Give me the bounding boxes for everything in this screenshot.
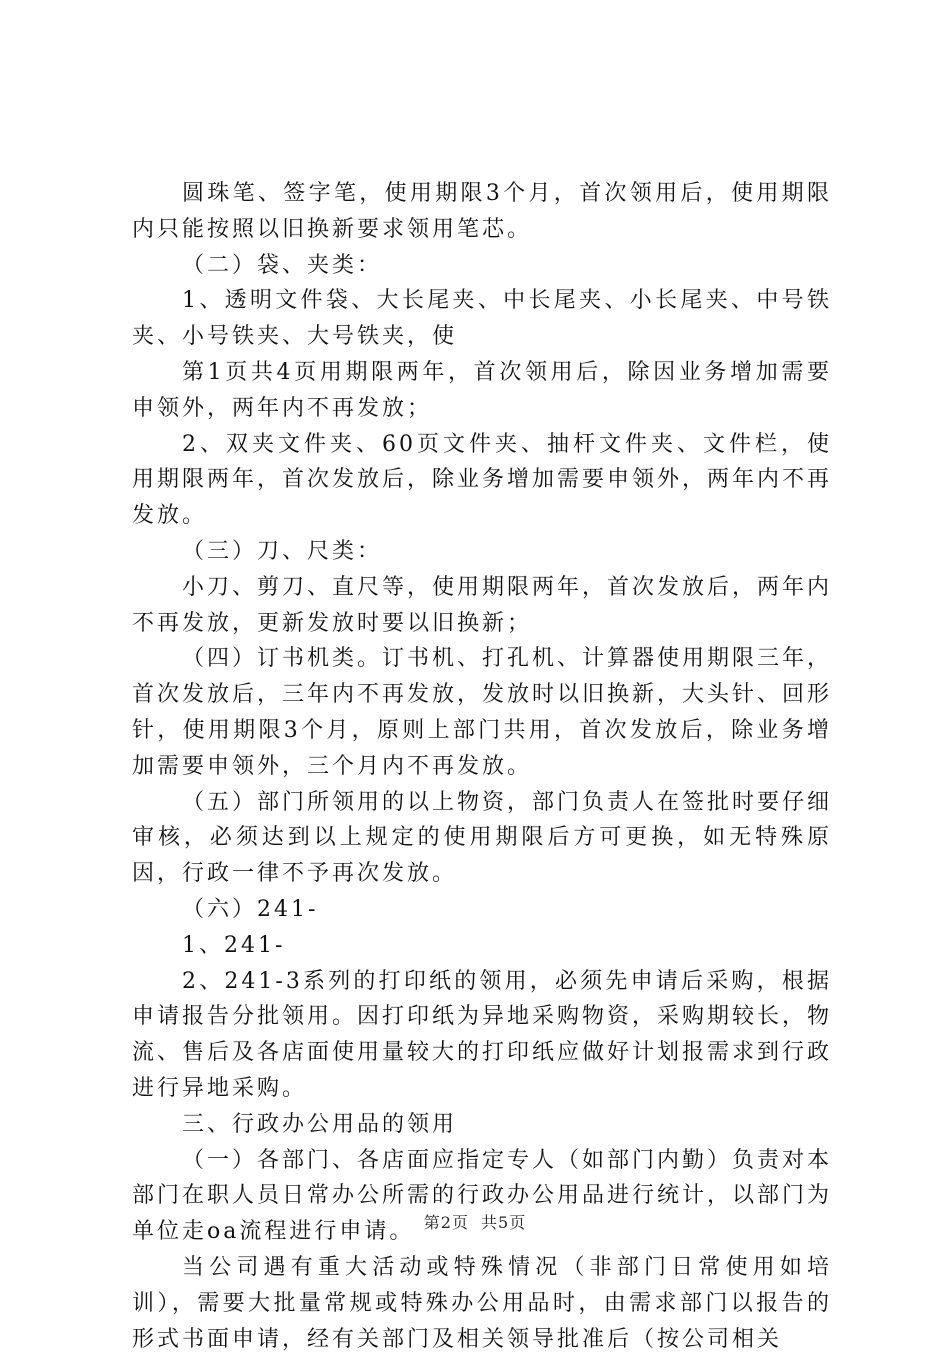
- heading-six: （六）241-: [182, 896, 319, 922]
- page-total: 共5页: [481, 1213, 527, 1232]
- paragraph-department-request: （一）各部门、各店面应指定专人（如部门内勤）负责对本部门在职人员日常办公所需的行政办公用品进行统计，以部门为单位走oa流程进行申请。: [132, 1147, 833, 1245]
- heading-bags-clips: （二）袋、夹类：: [182, 252, 383, 278]
- paragraph-review: （五）部门所领用的以上物资，部门负责人在签批时要仔细审核，必须达到以上规定的使用期限后方可更换，如无特殊原因，行政一律不予再次发放。: [132, 789, 833, 887]
- document-body: [132, 176, 832, 1357]
- paragraph-knives: 小刀、剪刀、直尺等，使用期限两年，首次发放后，两年内不再发放，更新发放时要以旧换新；: [132, 574, 833, 636]
- page-number: 第2页: [423, 1213, 469, 1232]
- paragraph-staplers: （四）订书机类。订书机、打孔机、计算器使用期限三年，首次发放后，三年内不再发放，发放时以旧换新，大头针、回形针，使用期限3个月，原则上部门共用，首次发放后，除业务增加需要申领外，三个月内不再发放。: [132, 646, 833, 779]
- paragraph-pens: 圆珠笔、签字笔，使用期限3个月，首次领用后，使用期限内只能按照以旧换新要求领用笔芯。: [132, 181, 832, 242]
- paragraph-241-1: 1、241-: [182, 932, 286, 958]
- heading-admin-supplies: 三、行政办公用品的领用: [182, 1111, 458, 1137]
- page-footer: [0, 1210, 950, 1233]
- paragraph-printing-paper: 2、241-3系列的打印纸的领用，必须先申请后采购，根据申请报告分批领用。因打印纸为异地采购物资，采购期较长，物流、售后及各店面使用量较大的打印纸应做好计划报需求到行政进行异地采购。: [132, 968, 833, 1101]
- heading-knives-rulers: （三）刀、尺类：: [182, 538, 383, 564]
- paragraph-clips-list: 1、透明文件袋、大长尾夹、中长尾夹、小长尾夹、中号铁夹、小号铁夹、大号铁夹，使: [132, 288, 832, 350]
- paragraph-folders: 2、双夹文件夹、60页文件夹、抽杆文件夹、文件栏，使用期限两年，首次发放后，除业务增加需要申领外，两年内不再发放。: [132, 431, 833, 529]
- paragraph-special-events: 当公司遇有重大活动或特殊情况（非部门日常使用如培训），需要大批量常规或特殊办公用品时，由需求部门以报告的形式书面申请，经有关部门及相关领导批准后（按公司相关: [132, 1254, 832, 1352]
- paragraph-clips-period: 第1页共4页用期限两年，首次领用后，除因业务增加需要申领外，两年内不再发放；: [132, 359, 832, 421]
